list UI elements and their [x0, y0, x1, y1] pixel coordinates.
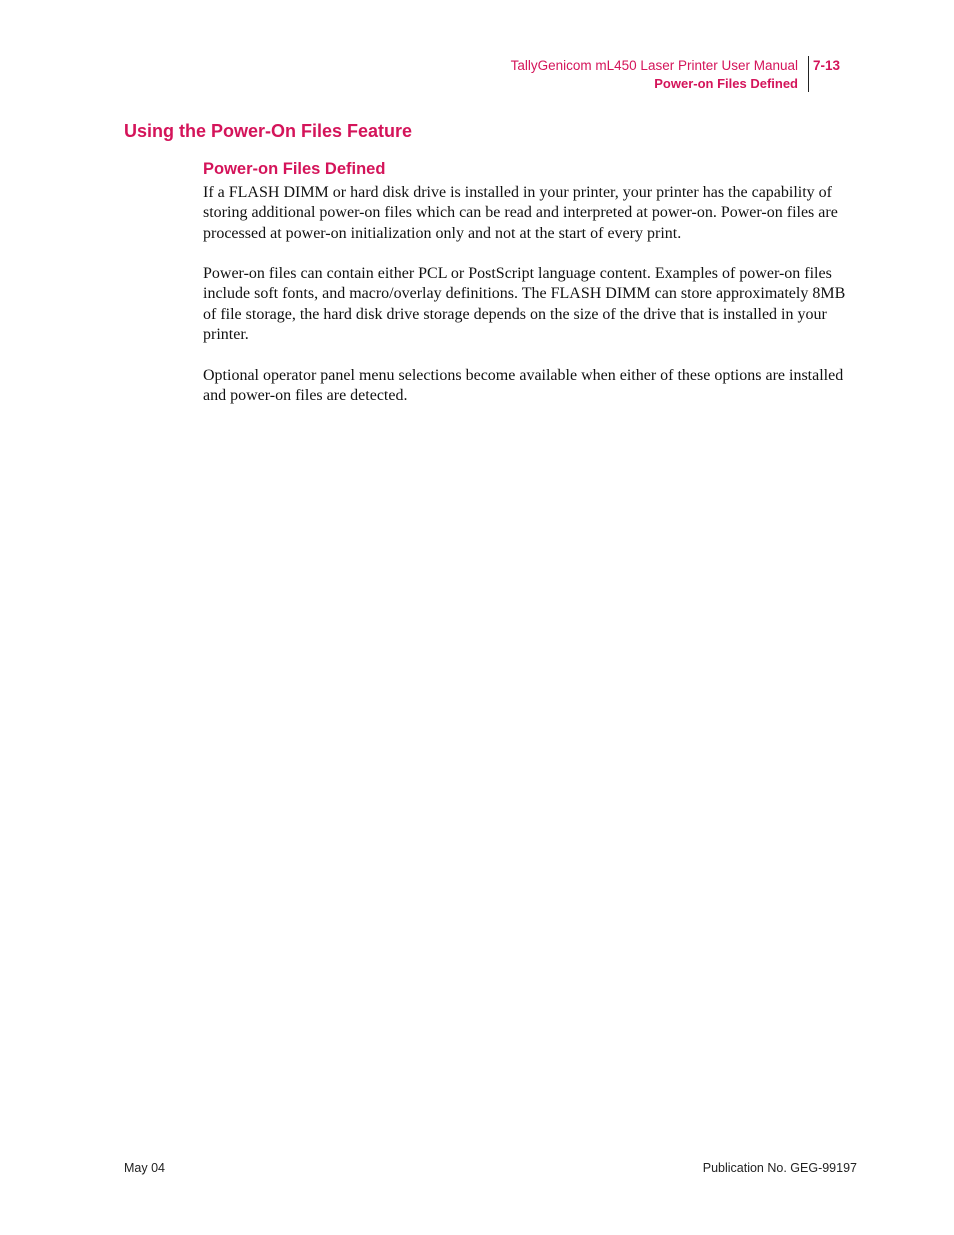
header-section-name: Power-on Files Defined: [654, 76, 798, 91]
subsection-title: Power-on Files Defined: [203, 160, 386, 178]
footer-publication-number: Publication No. GEG-99197: [702, 1161, 857, 1175]
running-header: [511, 57, 798, 93]
footer-date: May 04: [124, 1161, 165, 1175]
paragraph: Optional operator panel menu selections become available when either of these options are installed and power-on files are detected.: [203, 366, 844, 404]
header-divider: [808, 56, 809, 92]
page-number: 7-13: [813, 58, 841, 73]
paragraph: If a FLASH DIMM or hard disk drive is installed in your printer, your printer has the capability of storing additional power-on files which can be read and interpreted at power-on. Power-on files are processed at power-on initialization only and not at the start of every print.: [203, 184, 838, 242]
section-title: Using the Power-On Files Feature: [124, 121, 413, 141]
body-text: [203, 183, 859, 427]
paragraph: Power-on files can contain either PCL or PostScript language content. Examples of power-on files include soft fonts, and macro/overlay definitions. The FLASH DIMM can store approximately 8MB of file storage, the hard disk drive storage depends on the size of the drive that is installed in your printer.: [203, 265, 846, 344]
manual-title: TallyGenicom mL450 Laser Printer User Manual: [510, 58, 798, 73]
